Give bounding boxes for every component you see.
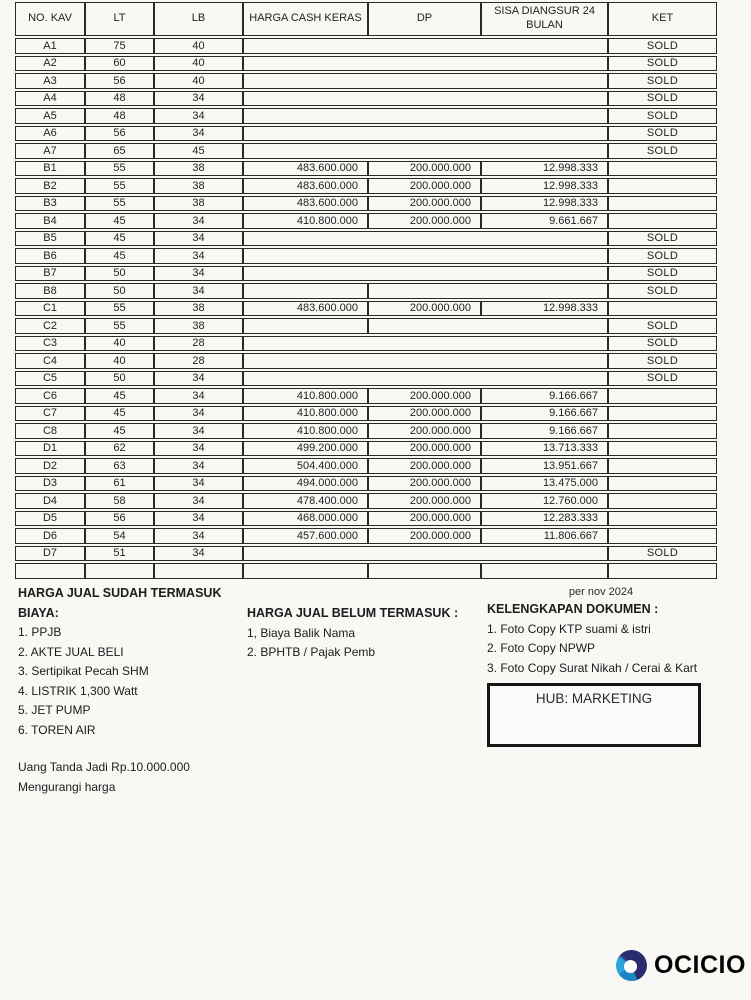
cell-sisa: 12.760.000	[481, 493, 608, 509]
documents-item: 1. Foto Copy KTP suami & istri	[487, 621, 651, 636]
cell-sisa: 9.661.667	[481, 213, 608, 229]
column-header: SISA DIANGSUR 24 BULAN	[481, 2, 608, 36]
cell-kav	[15, 563, 85, 579]
documents-item: 2. Foto Copy NPWP	[487, 641, 596, 655]
column-header: NO. KAV	[15, 2, 85, 36]
table-row	[15, 266, 717, 282]
cell-kav: D6	[15, 528, 85, 544]
cell-lt: 61	[85, 476, 154, 492]
cell-lt: 40	[85, 336, 154, 352]
cell-lt: 56	[85, 73, 154, 89]
cell-ket	[608, 563, 717, 579]
cell-harga	[243, 283, 368, 299]
table-row	[15, 563, 717, 579]
table-row	[15, 178, 717, 194]
cell-merged-empty	[368, 283, 608, 299]
cell-kav: D3	[15, 476, 85, 492]
ocicio-logo	[616, 950, 746, 981]
column-header: LB	[154, 2, 243, 36]
cell-dp: 200.000.000	[368, 161, 481, 177]
cell-kav: A2	[15, 56, 85, 72]
cell-merged-empty	[243, 108, 608, 124]
cell-lt: 48	[85, 91, 154, 107]
cell-dp: 200.000.000	[368, 528, 481, 544]
ocicio-donut-hole	[624, 960, 637, 973]
table-row	[15, 283, 717, 299]
table-row	[15, 73, 717, 89]
cell-ket	[608, 388, 717, 404]
column-header: KET	[608, 2, 717, 36]
cell-sisa: 9.166.667	[481, 406, 608, 422]
table-row	[15, 528, 717, 544]
cell-ket	[608, 511, 717, 527]
cell-kav: D2	[15, 458, 85, 474]
cell-harga: 478.400.000	[243, 493, 368, 509]
cell-kav: C5	[15, 371, 85, 387]
cell-kav: B3	[15, 196, 85, 212]
included-item: 5. JET PUMP	[18, 703, 91, 717]
cell-kav: B1	[15, 161, 85, 177]
header-row	[15, 2, 717, 36]
cell-ket: SOLD	[608, 91, 717, 107]
cell-lb: 45	[154, 143, 243, 159]
cell-merged-empty	[243, 38, 608, 54]
cell-kav: A3	[15, 73, 85, 89]
notes-price-included	[18, 584, 244, 797]
cell-kav: A4	[15, 91, 85, 107]
cell-kav: D5	[15, 511, 85, 527]
cell-lt: 54	[85, 528, 154, 544]
cell-ket	[608, 441, 717, 457]
cell-ket: SOLD	[608, 546, 717, 562]
cell-lb: 40	[154, 56, 243, 72]
cell-lt: 55	[85, 161, 154, 177]
cell-lt: 55	[85, 301, 154, 317]
cell-merged-empty	[243, 231, 608, 247]
cell-lt: 50	[85, 371, 154, 387]
cell-sisa	[481, 563, 608, 579]
column-header: LT	[85, 2, 154, 36]
table-row	[15, 56, 717, 72]
cell-lt: 65	[85, 143, 154, 159]
cell-dp: 200.000.000	[368, 458, 481, 474]
included-item: 1. PPJB	[18, 625, 62, 639]
cell-lb: 34	[154, 388, 243, 404]
table-row	[15, 476, 717, 492]
cell-dp: 200.000.000	[368, 301, 481, 317]
included-item: 4. LISTRIK 1,300 Watt	[18, 683, 138, 698]
notes-price-excluded	[247, 584, 482, 663]
table-row	[15, 91, 717, 107]
cell-lt: 58	[85, 493, 154, 509]
table-row	[15, 301, 717, 317]
cell-lt: 45	[85, 406, 154, 422]
cell-lb: 28	[154, 353, 243, 369]
cell-ket: SOLD	[608, 73, 717, 89]
cell-kav: C7	[15, 406, 85, 422]
cell-lb: 34	[154, 108, 243, 124]
cell-ket	[608, 528, 717, 544]
cell-dp: 200.000.000	[368, 388, 481, 404]
cell-ket: SOLD	[608, 126, 717, 142]
cell-dp: 200.000.000	[368, 213, 481, 229]
documents-items	[487, 620, 715, 679]
cell-lt: 50	[85, 266, 154, 282]
cell-dp: 200.000.000	[368, 441, 481, 457]
cell-lt: 60	[85, 56, 154, 72]
cell-sisa: 12.998.333	[481, 161, 608, 177]
cell-lb: 34	[154, 266, 243, 282]
cell-harga	[243, 318, 368, 334]
cell-merged-empty	[243, 126, 608, 142]
included-items	[18, 623, 244, 740]
cell-harga: 410.800.000	[243, 388, 368, 404]
included-title: HARGA JUAL SUDAH TERMASUK BIAYA:	[18, 586, 222, 620]
cell-ket	[608, 476, 717, 492]
cell-ket	[608, 458, 717, 474]
cell-lt: 56	[85, 511, 154, 527]
cell-lb: 38	[154, 301, 243, 317]
cell-ket: SOLD	[608, 248, 717, 264]
cell-harga: 504.400.000	[243, 458, 368, 474]
cell-lb: 34	[154, 91, 243, 107]
cell-dp: 200.000.000	[368, 511, 481, 527]
cell-merged-empty	[243, 336, 608, 352]
cell-harga: 483.600.000	[243, 178, 368, 194]
cell-ket: SOLD	[608, 143, 717, 159]
cell-sisa: 11.806.667	[481, 528, 608, 544]
cell-lt: 55	[85, 196, 154, 212]
table-row	[15, 38, 717, 54]
ocicio-logo-text: OCICIO	[654, 951, 746, 979]
table-row	[15, 423, 717, 439]
cell-lb: 34	[154, 423, 243, 439]
cell-kav: A7	[15, 143, 85, 159]
excluded-item: 2. BPHTB / Pajak Pemb	[247, 645, 376, 659]
table-row	[15, 143, 717, 159]
cell-kav: B7	[15, 266, 85, 282]
table-row	[15, 511, 717, 527]
cell-kav: D4	[15, 493, 85, 509]
cell-lb: 34	[154, 511, 243, 527]
table-row	[15, 213, 717, 229]
cell-lb: 34	[154, 528, 243, 544]
cell-merged-empty	[243, 56, 608, 72]
cell-ket: SOLD	[608, 318, 717, 334]
cell-kav: B4	[15, 213, 85, 229]
cell-ket: SOLD	[608, 108, 717, 124]
column-header: HARGA CASH KERAS	[243, 2, 368, 36]
table-row	[15, 546, 717, 562]
table-row	[15, 493, 717, 509]
cell-lt: 50	[85, 283, 154, 299]
cell-lt: 40	[85, 353, 154, 369]
table-row	[15, 318, 717, 334]
cell-harga: 410.800.000	[243, 406, 368, 422]
cell-ket: SOLD	[608, 266, 717, 282]
cell-lb: 34	[154, 476, 243, 492]
cell-lt: 75	[85, 38, 154, 54]
cell-harga: 494.000.000	[243, 476, 368, 492]
cell-harga: 468.000.000	[243, 511, 368, 527]
ocicio-donut-icon	[616, 950, 647, 981]
cell-ket: SOLD	[608, 353, 717, 369]
cell-lb: 34	[154, 283, 243, 299]
cell-dp: 200.000.000	[368, 178, 481, 194]
cell-merged-empty	[368, 318, 608, 334]
cell-ket	[608, 493, 717, 509]
cell-lb: 38	[154, 178, 243, 194]
cell-ket	[608, 178, 717, 194]
cell-lb: 34	[154, 493, 243, 509]
cell-sisa: 12.998.333	[481, 196, 608, 212]
cell-lt: 55	[85, 178, 154, 194]
cell-sisa: 12.998.333	[481, 178, 608, 194]
cell-dp	[368, 563, 481, 579]
table-row	[15, 388, 717, 404]
price-table-body	[15, 38, 717, 579]
cell-kav: C3	[15, 336, 85, 352]
table-row	[15, 108, 717, 124]
cell-lt: 45	[85, 423, 154, 439]
cell-kav: C6	[15, 388, 85, 404]
cell-ket: SOLD	[608, 371, 717, 387]
cell-ket: SOLD	[608, 56, 717, 72]
cell-lt: 56	[85, 126, 154, 142]
cell-ket	[608, 423, 717, 439]
cell-lb: 34	[154, 248, 243, 264]
cell-kav: B6	[15, 248, 85, 264]
down-payment-footnote: Uang Tanda Jadi Rp.10.000.000 Mengurangi harga	[18, 760, 190, 794]
cell-sisa: 12.998.333	[481, 301, 608, 317]
cell-harga: 457.600.000	[243, 528, 368, 544]
table-row	[15, 441, 717, 457]
cell-merged-empty	[243, 353, 608, 369]
cell-lt	[85, 563, 154, 579]
cell-kav: A6	[15, 126, 85, 142]
cell-lb: 34	[154, 458, 243, 474]
cell-harga: 483.600.000	[243, 161, 368, 177]
table-row	[15, 406, 717, 422]
cell-ket: SOLD	[608, 231, 717, 247]
cell-harga: 410.800.000	[243, 423, 368, 439]
cell-merged-empty	[243, 143, 608, 159]
cell-lt: 63	[85, 458, 154, 474]
cell-lt: 45	[85, 213, 154, 229]
cell-lb: 40	[154, 73, 243, 89]
table-row	[15, 231, 717, 247]
included-item: 3. Sertipikat Pecah SHM	[18, 664, 149, 678]
hub-marketing-box	[487, 683, 701, 747]
cell-ket	[608, 213, 717, 229]
cell-harga: 410.800.000	[243, 213, 368, 229]
table-row	[15, 371, 717, 387]
cell-kav: C2	[15, 318, 85, 334]
cell-sisa: 12.283.333	[481, 511, 608, 527]
cell-kav: A5	[15, 108, 85, 124]
cell-sisa: 13.713.333	[481, 441, 608, 457]
cell-ket: SOLD	[608, 336, 717, 352]
cell-lb	[154, 563, 243, 579]
documents-title: KELENGKAPAN DOKUMEN :	[487, 602, 659, 616]
cell-merged-empty	[243, 371, 608, 387]
cell-kav: C8	[15, 423, 85, 439]
cell-lb: 40	[154, 38, 243, 54]
documents-item: 3. Foto Copy Surat Nikah / Cerai & Kart	[487, 660, 698, 675]
cell-kav: B2	[15, 178, 85, 194]
excluded-items	[247, 624, 482, 663]
cell-lb: 38	[154, 196, 243, 212]
cell-lt: 45	[85, 388, 154, 404]
cell-kav: D7	[15, 546, 85, 562]
cell-harga: 483.600.000	[243, 301, 368, 317]
excluded-title: HARGA JUAL BELUM TERMASUK :	[247, 606, 459, 620]
cell-kav: A1	[15, 38, 85, 54]
notes-documents	[487, 584, 715, 678]
table-row	[15, 458, 717, 474]
price-table-section	[15, 0, 719, 581]
cell-dp: 200.000.000	[368, 406, 481, 422]
cell-ket: SOLD	[608, 38, 717, 54]
cell-lb: 38	[154, 318, 243, 334]
cell-lb: 34	[154, 213, 243, 229]
cell-kav: B5	[15, 231, 85, 247]
hub-marketing-label: HUB: MARKETING	[535, 691, 653, 706]
cell-kav: C4	[15, 353, 85, 369]
cell-lb: 28	[154, 336, 243, 352]
included-item: 2. AKTE JUAL BELI	[18, 644, 124, 659]
cell-merged-empty	[243, 73, 608, 89]
date-note: per nov 2024	[568, 586, 634, 598]
cell-lt: 51	[85, 546, 154, 562]
price-table-header	[15, 2, 717, 36]
cell-dp: 200.000.000	[368, 423, 481, 439]
cell-lb: 34	[154, 126, 243, 142]
cell-lt: 48	[85, 108, 154, 124]
price-table	[15, 0, 717, 581]
cell-lb: 34	[154, 441, 243, 457]
cell-lb: 34	[154, 546, 243, 562]
cell-lt: 55	[85, 318, 154, 334]
cell-lb: 34	[154, 371, 243, 387]
cell-merged-empty	[243, 248, 608, 264]
cell-kav: C1	[15, 301, 85, 317]
cell-ket: SOLD	[608, 283, 717, 299]
table-row	[15, 161, 717, 177]
cell-dp: 200.000.000	[368, 476, 481, 492]
table-row	[15, 196, 717, 212]
cell-sisa: 13.951.667	[481, 458, 608, 474]
column-header: DP	[368, 2, 481, 36]
cell-ket	[608, 301, 717, 317]
cell-dp: 200.000.000	[368, 493, 481, 509]
cell-harga: 483.600.000	[243, 196, 368, 212]
cell-sisa: 13.475.000	[481, 476, 608, 492]
cell-ket	[608, 196, 717, 212]
cell-merged-empty	[243, 546, 608, 562]
table-row	[15, 336, 717, 352]
cell-lt: 45	[85, 248, 154, 264]
cell-merged-empty	[243, 91, 608, 107]
table-row	[15, 126, 717, 142]
cell-sisa: 9.166.667	[481, 388, 608, 404]
cell-lb: 38	[154, 161, 243, 177]
cell-harga	[243, 563, 368, 579]
cell-merged-empty	[243, 266, 608, 282]
cell-ket	[608, 406, 717, 422]
cell-harga: 499.200.000	[243, 441, 368, 457]
cell-ket	[608, 161, 717, 177]
cell-lb: 34	[154, 406, 243, 422]
cell-lt: 45	[85, 231, 154, 247]
included-item: 6. TOREN AIR	[18, 722, 96, 737]
cell-lb: 34	[154, 231, 243, 247]
cell-kav: B8	[15, 283, 85, 299]
cell-lt: 62	[85, 441, 154, 457]
cell-dp: 200.000.000	[368, 196, 481, 212]
excluded-item: 1, Biaya Balik Nama	[247, 625, 356, 640]
cell-sisa: 9.166.667	[481, 423, 608, 439]
cell-kav: D1	[15, 441, 85, 457]
table-row	[15, 248, 717, 264]
table-row	[15, 353, 717, 369]
